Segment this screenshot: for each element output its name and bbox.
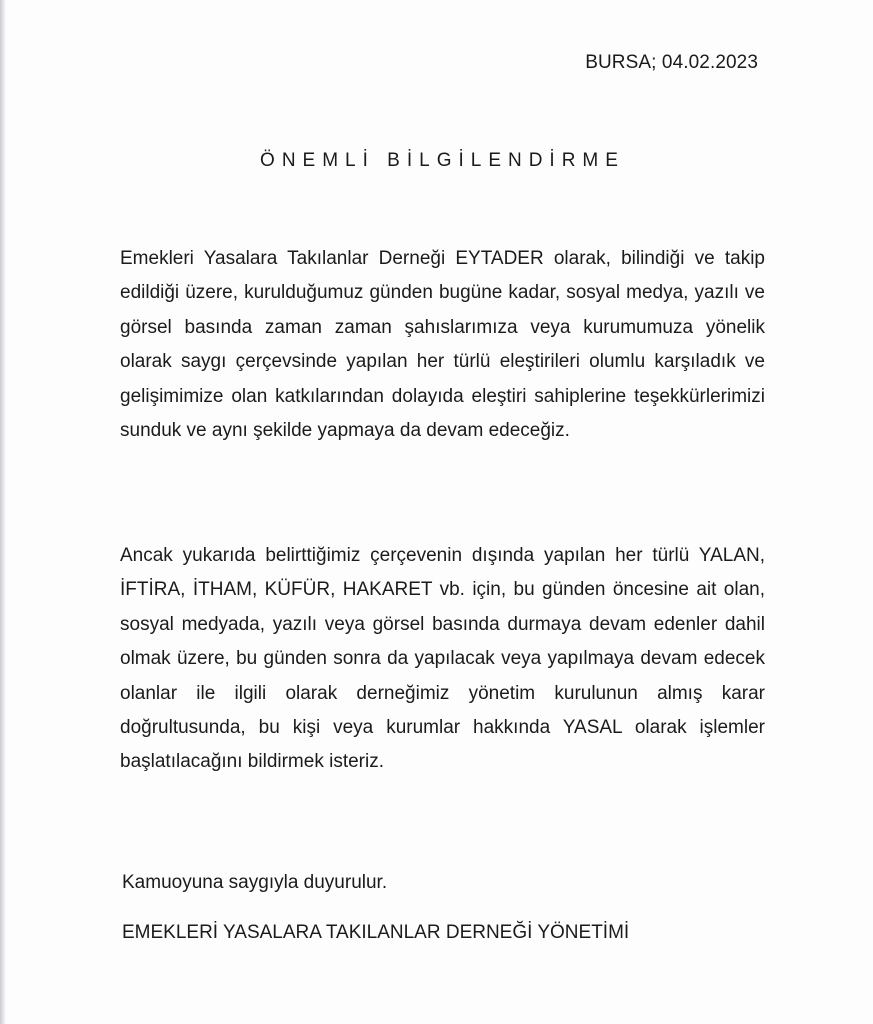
paragraph-2: Ancak yukarıda belirttiğimiz çerçevenin dışında yapılan her türlü YALAN, İFTİRA, İTHAM, KÜFÜR, HAKARET vb. için, bu günden öncesine ait olan, sosyal medyada, yazılı veya görsel basında durmaya devam edenler dahil olmak üzere, bu günden sonra da yapılacak veya yapılmaya devam edecek olanlar ile ilgili olarak derneğimiz yönetim kurulunun almış karar doğrultusunda, bu kişi veya kurumlar hakkında YASAL olarak işlemler başlatılacağını bildirmek isteriz. [120, 545, 765, 773]
closing-line: Kamuoyuna saygıyla duyurulur. [122, 872, 388, 893]
document-title: ÖNEMLİ BİLGİLENDİRME [260, 150, 625, 171]
document-date: BURSA; 04.02.2023 [585, 52, 758, 73]
signature-line: EMEKLERİ YASALARA TAKILANLAR DERNEĞİ YÖNETİMİ [122, 922, 630, 943]
paragraph-1: Emekleri Yasalara Takılanlar Derneği EYTADER olarak, bilindiği ve takip edildiği üzere, kurulduğumuz günden bugüne kadar, sosyal medya, yazılı ve görsel basında zaman zaman şahıslarımıza veya kurumumuza yönelik olarak saygı çerçevsinde yapılan her türlü eleştirileri olumlu karşıladık ve gelişimimize olan katkılarından dolayıda eleştiri sahiplerine teşekkürlerimizi sunduk ve aynı şekilde yapmaya da devam edeceğiz. [120, 248, 765, 442]
